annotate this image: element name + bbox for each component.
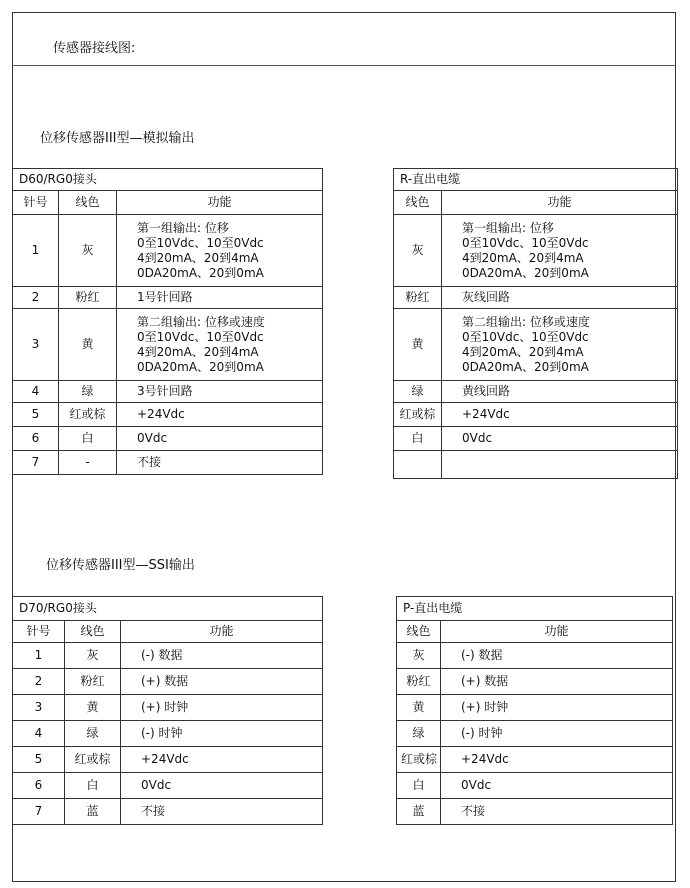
wire-color: 灰 — [394, 215, 442, 287]
function-cell — [117, 403, 323, 427]
function-text: (-) 数据 — [461, 648, 503, 662]
function-text: 4到20mA、20到4mA — [462, 344, 584, 359]
function-text: +24Vdc — [462, 407, 510, 421]
ssi-connector-table — [12, 596, 323, 825]
function-cell — [442, 427, 678, 451]
column-header: 针号 — [13, 191, 59, 215]
table-row — [397, 773, 673, 799]
function-cell — [117, 287, 323, 309]
wire-color: 红或棕 — [59, 403, 117, 427]
table-row — [13, 669, 323, 695]
function-text: (+) 数据 — [141, 674, 189, 688]
table-header-row — [13, 191, 323, 215]
column-header: 线色 — [397, 621, 441, 643]
function-text: 第二组输出: 位移或速度 — [462, 314, 590, 329]
pin-number: 4 — [13, 721, 65, 747]
wire-color: 粉红 — [394, 287, 442, 309]
function-text: 0DA20mA、20到0mA — [137, 265, 264, 280]
function-cell — [121, 799, 323, 825]
wire-color: 灰 — [397, 643, 441, 669]
table-row — [397, 643, 673, 669]
table-row — [13, 643, 323, 669]
wire-color: 粉红 — [397, 669, 441, 695]
table-row — [397, 799, 673, 825]
function-text: 0至10Vdc、10至0Vdc — [462, 329, 589, 344]
function-text: 4到20mA、20到4mA — [137, 250, 259, 265]
function-text: +24Vdc — [461, 752, 509, 766]
function-text: 不接 — [141, 804, 166, 818]
function-text: 第二组输出: 位移或速度 — [137, 314, 265, 329]
wire-color: 粉红 — [59, 287, 117, 309]
wire-color: 白 — [65, 773, 121, 799]
pin-number: 2 — [13, 669, 65, 695]
table-caption: D60/RG0接头 — [13, 169, 323, 191]
function-text: 0DA20mA、20到0mA — [137, 359, 264, 374]
column-header: 线色 — [65, 621, 121, 643]
function-cell — [121, 643, 323, 669]
function-cell — [121, 721, 323, 747]
wire-color: 绿 — [394, 381, 442, 403]
wire-color: 红或棕 — [65, 747, 121, 773]
table-row — [13, 381, 323, 403]
table-row — [13, 721, 323, 747]
ssi-cable-table — [396, 596, 673, 825]
table-row — [13, 403, 323, 427]
column-header: 功能 — [117, 191, 323, 215]
function-cell — [441, 643, 673, 669]
table-row — [13, 427, 323, 451]
table-row — [13, 747, 323, 773]
function-text: (-) 时钟 — [141, 726, 183, 740]
wire-color: 黄 — [65, 695, 121, 721]
table-row — [13, 215, 323, 287]
function-text: 第一组输出: 位移 — [137, 220, 229, 235]
wire-color: 黄 — [394, 309, 442, 381]
function-text: 1号针回路 — [137, 290, 193, 304]
function-text: 0至10Vdc、10至0Vdc — [137, 329, 264, 344]
function-text: 0DA20mA、20到0mA — [462, 359, 589, 374]
wire-color: 绿 — [59, 381, 117, 403]
function-text: (-) 时钟 — [461, 726, 503, 740]
table-caption-row — [394, 169, 678, 191]
wire-color: 白 — [397, 773, 441, 799]
table-caption-row — [397, 597, 673, 621]
table-row — [397, 721, 673, 747]
table-row — [394, 215, 678, 287]
wire-color: 蓝 — [65, 799, 121, 825]
table-row — [13, 451, 323, 475]
function-cell — [442, 403, 678, 427]
table-caption-row — [13, 597, 323, 621]
page-title: 传感器接线图: — [53, 41, 136, 56]
analog-connector-table — [12, 168, 323, 475]
function-cell — [442, 381, 678, 403]
wire-color: 粉红 — [65, 669, 121, 695]
table-row — [397, 669, 673, 695]
function-cell — [121, 695, 323, 721]
function-text: 不接 — [461, 804, 486, 818]
pin-number: 5 — [13, 403, 59, 427]
wire-color: 灰 — [59, 215, 117, 287]
pin-number: 6 — [13, 427, 59, 451]
analog-cable-table — [393, 168, 678, 479]
section-title-ssi: 位移传感器III型—SSI输出 — [46, 558, 195, 573]
wire-color: 灰 — [65, 643, 121, 669]
column-header: 线色 — [59, 191, 117, 215]
function-text: 0至10Vdc、10至0Vdc — [137, 235, 264, 250]
table-caption: D70/RG0接头 — [13, 597, 323, 621]
table-caption: R-直出电缆 — [394, 169, 678, 191]
wire-color: 白 — [59, 427, 117, 451]
wire-color: 黄 — [397, 695, 441, 721]
function-text: 黄线回路 — [462, 384, 511, 398]
function-text: +24Vdc — [137, 407, 185, 421]
pin-number: 7 — [13, 799, 65, 825]
pin-number: 1 — [13, 215, 59, 287]
table-row — [394, 451, 678, 479]
pin-number: 1 — [13, 643, 65, 669]
function-cell — [121, 773, 323, 799]
function-text: 0DA20mA、20到0mA — [462, 265, 589, 280]
function-cell — [121, 747, 323, 773]
function-cell — [117, 309, 323, 381]
table-row — [13, 695, 323, 721]
function-cell — [441, 773, 673, 799]
column-header: 线色 — [394, 191, 442, 215]
function-text: +24Vdc — [141, 752, 189, 766]
wire-color: 绿 — [65, 721, 121, 747]
function-cell — [442, 309, 678, 381]
function-text: 4到20mA、20到4mA — [462, 250, 584, 265]
function-cell — [441, 669, 673, 695]
function-text: (-) 数据 — [141, 648, 183, 662]
pin-number: 7 — [13, 451, 59, 475]
function-cell — [117, 427, 323, 451]
function-cell — [117, 381, 323, 403]
function-text: (+) 数据 — [461, 674, 509, 688]
function-cell — [117, 451, 323, 475]
function-text: (+) 时钟 — [141, 700, 189, 714]
section-title-analog: 位移传感器III型—模拟输出 — [40, 131, 195, 146]
wire-color: 红或棕 — [394, 403, 442, 427]
function-text: 4到20mA、20到4mA — [137, 344, 259, 359]
pin-number: 4 — [13, 381, 59, 403]
wire-color: 绿 — [397, 721, 441, 747]
table-row — [397, 695, 673, 721]
function-text: 0Vdc — [141, 778, 172, 792]
function-cell — [441, 799, 673, 825]
function-text: 0Vdc — [461, 778, 492, 792]
wire-color: 黄 — [59, 309, 117, 381]
function-cell — [441, 747, 673, 773]
wire-color: - — [59, 451, 117, 475]
table-row — [394, 309, 678, 381]
table-row — [13, 799, 323, 825]
column-header: 功能 — [441, 621, 673, 643]
function-cell — [442, 451, 678, 479]
wire-color: 蓝 — [397, 799, 441, 825]
pin-number: 3 — [13, 309, 59, 381]
column-header: 功能 — [442, 191, 678, 215]
table-caption: P-直出电缆 — [397, 597, 673, 621]
pin-number: 3 — [13, 695, 65, 721]
table-row — [394, 381, 678, 403]
function-cell — [442, 215, 678, 287]
table-row — [13, 287, 323, 309]
function-cell — [117, 215, 323, 287]
function-cell — [442, 287, 678, 309]
function-text: 0Vdc — [462, 431, 493, 445]
pin-number: 2 — [13, 287, 59, 309]
function-text: 灰线回路 — [462, 290, 511, 304]
pin-number: 5 — [13, 747, 65, 773]
table-row — [13, 309, 323, 381]
table-row — [394, 287, 678, 309]
table-header-row — [397, 621, 673, 643]
table-header-row — [13, 621, 323, 643]
table-row — [13, 773, 323, 799]
function-cell — [441, 695, 673, 721]
table-caption-row — [13, 169, 323, 191]
function-text: 不接 — [137, 455, 162, 469]
wire-color: 红或棕 — [397, 747, 441, 773]
function-cell — [121, 669, 323, 695]
function-cell — [441, 721, 673, 747]
function-text: 0Vdc — [137, 431, 168, 445]
function-text: 3号针回路 — [137, 384, 193, 398]
function-text: (+) 时钟 — [461, 700, 509, 714]
table-row — [394, 427, 678, 451]
table-header-row — [394, 191, 678, 215]
page-header — [12, 12, 676, 66]
function-text: 第一组输出: 位移 — [462, 220, 554, 235]
wire-color: 白 — [394, 427, 442, 451]
function-text: 0至10Vdc、10至0Vdc — [462, 235, 589, 250]
wire-color — [394, 451, 442, 479]
pin-number: 6 — [13, 773, 65, 799]
table-row — [394, 403, 678, 427]
table-row — [397, 747, 673, 773]
column-header: 针号 — [13, 621, 65, 643]
column-header: 功能 — [121, 621, 323, 643]
